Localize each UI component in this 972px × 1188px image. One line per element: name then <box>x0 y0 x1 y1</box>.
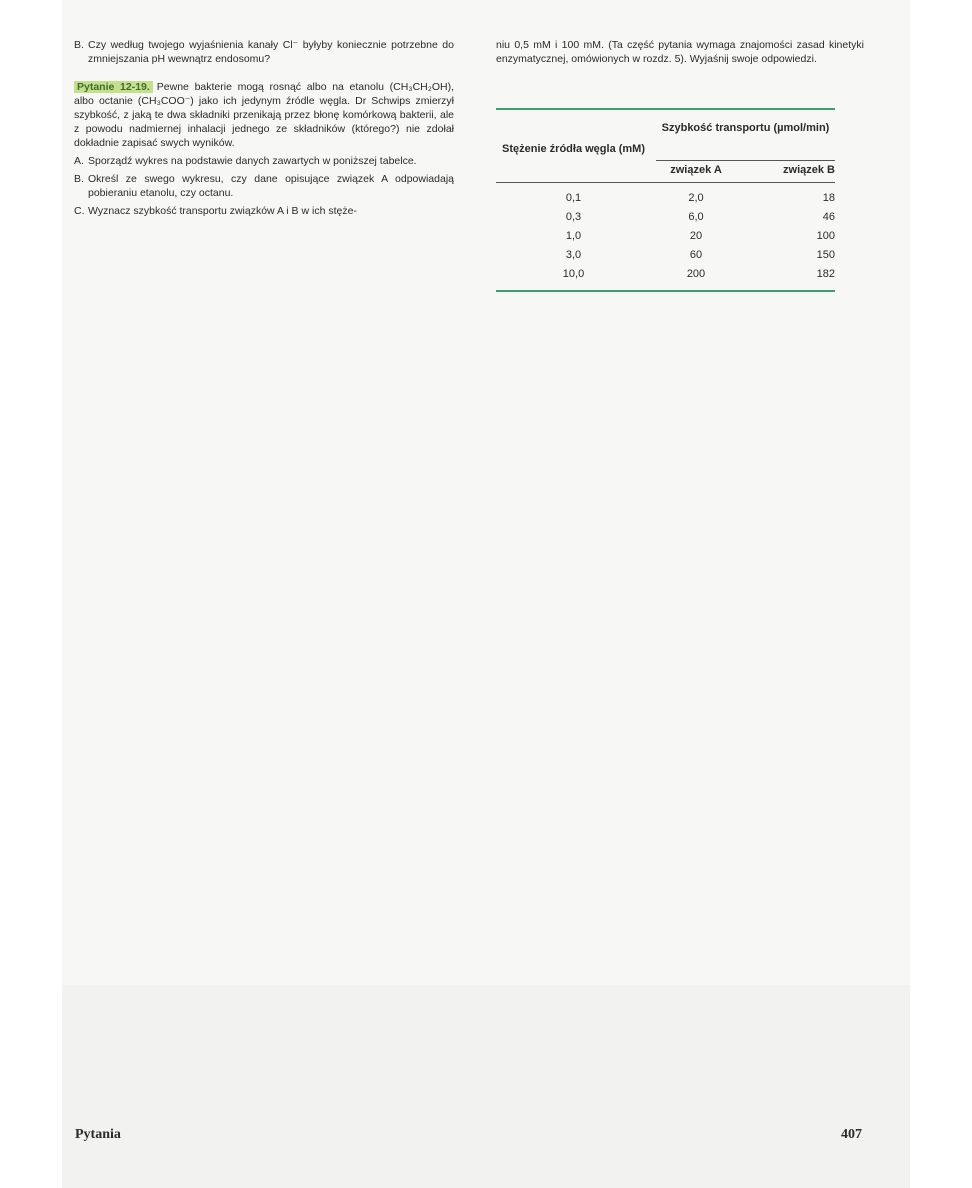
item-label: B. <box>74 173 84 185</box>
transport-rate-header: Szybkość transportu (µmol/min) <box>661 122 830 134</box>
right-column <box>496 38 864 74</box>
continuation-text: niu 0,5 mM i 100 mM. (Ta część pytania wymaga znajomości zasad kinetyki enzymatycznej, omówionych w rozdz. 5). Wyjaśnij swoje odpowiedzi. <box>496 39 864 65</box>
concentration-cell: 0,3 <box>565 211 582 223</box>
compound-b-cell: 182 <box>816 268 835 280</box>
item-label: A. <box>74 155 84 167</box>
page-lower-band <box>62 985 910 1188</box>
compound-a-cell: 6,0 <box>688 211 704 223</box>
item-label: B. <box>74 39 84 51</box>
item-text: Wyznacz szybkość transportu związków A i B w ich stęże- <box>88 205 357 217</box>
compound-a-cell: 200 <box>686 268 706 280</box>
item-text: Czy według twojego wyjaśnienia kanały Cl⁻ byłyby koniecznie potrzebne do zmniejszania pH wewnątrz endosomu? <box>88 39 454 65</box>
compound-b-cell: 18 <box>822 192 835 204</box>
table-row <box>496 208 835 227</box>
item-text: Określ ze swego wykresu, czy dane opisujące związek A odpowiadają pobieraniu etanolu, czy octanu. <box>88 173 454 199</box>
question-12-19 <box>74 80 454 150</box>
question-item-c <box>74 204 454 218</box>
question-item-b <box>74 172 454 200</box>
table-body <box>496 183 835 290</box>
concentration-header: Stężenie źródła węgla (mM) <box>501 143 646 155</box>
compound-b-cell: 150 <box>816 249 835 261</box>
concentration-cell: 3,0 <box>565 249 582 261</box>
compound-a-cell: 2,0 <box>688 192 704 204</box>
compound-a-cell: 20 <box>689 230 703 242</box>
concentration-cell: 0,1 <box>565 192 582 204</box>
item-label: C. <box>74 205 85 217</box>
question-item-a <box>74 154 454 168</box>
transport-rate-table <box>496 108 835 292</box>
question-part-b-previous <box>74 38 454 66</box>
item-text: Sporządź wykres na podstawie danych zawartych w poniższej tabelce. <box>88 155 417 167</box>
concentration-cell: 10,0 <box>562 268 585 280</box>
page-number: 407 <box>841 1127 862 1142</box>
compound-a-header: związek A <box>670 164 722 176</box>
compound-b-cell: 46 <box>822 211 835 223</box>
table-row <box>496 227 835 246</box>
table-row <box>496 265 835 284</box>
table-header <box>496 110 835 183</box>
table-row <box>496 246 835 265</box>
compound-b-header: związek B <box>783 164 835 176</box>
table-row <box>496 189 835 208</box>
compound-b-cell: 100 <box>816 230 835 242</box>
left-column <box>74 38 454 222</box>
header-divider <box>656 160 835 161</box>
concentration-cell: 1,0 <box>565 230 582 242</box>
question-tag: Pytanie 12-19. <box>74 81 153 93</box>
compound-a-cell: 60 <box>689 249 703 261</box>
running-footer-section: Pytania <box>75 1127 121 1142</box>
question-intro: Pewne bakterie mogą rosnąć albo na etanolu (CH₃CH₂OH), albo octanie (CH₃COO⁻) jako ich jedynym źródle węgla. Dr Schwips zmierzył szybkość, z jaką te dwa składniki przenikają przez błonę komórkową bakterii, ale z powodu nadmiernej inhalacji jednego ze składników (którego?) nie zdołał dokładnie zapisać swych wyników. <box>74 81 455 149</box>
